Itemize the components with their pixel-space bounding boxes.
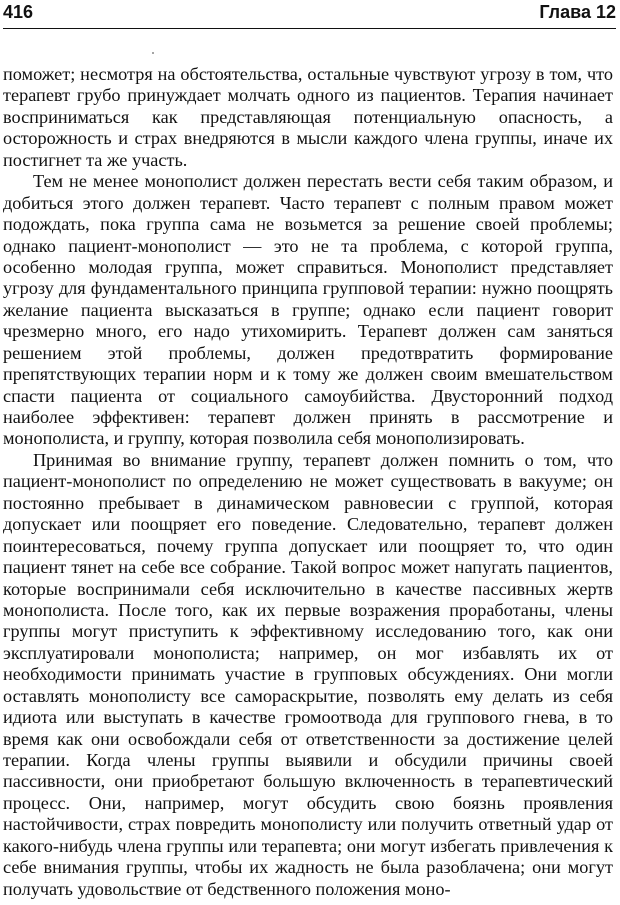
- running-header: [3, 0, 616, 29]
- paragraph-considering-group: Принимая во внимание группу, терапевт должен помнить о том, что пациент-монополист по определению не может существовать в вакууме; он постоянно пребывает в динамическом равновесии с группой, которая допускает или поощряет его поведение. Следовательно, терапевт должен поинтересоваться, почему группа допускает или поощряет то, что один пациент тянет на себе все собрание. Такой вопрос может напугать пациентов, которые воспринимали себя исключительно в качестве пассивных жертв монополиста. После того, как их первые возражения проработаны, члены группы могут приступить к эффективному исследованию того, как они эксплуатировали монополиста; например, он мог избавлять их от необходимости принимать участие в групповых обсуждениях. Они могли оставлять монополисту все самораскрытие, позволять ему делать из себя идиота или выступать в качестве громоотвода для группового гнева, в то время как они освобождали себя от ответственности за достижение целей терапии. Когда члены группы выявили и обсудили причины своей пассивности, они приобретают большую включенность в терапевтический процесс. Они, например, могут обсудить свою боязнь проявления настойчивости, страх повредить монополисту или получить ответный удар от какого-нибудь члена группы или терапевта; они могут избегать привлечения к себе внимания группы, чтобы их жадность не была разоблачена; они могут получать удовольствие от бедственного положения моно-: [3, 449, 613, 899]
- scan-speck: [152, 52, 154, 54]
- page-number: 416: [3, 2, 34, 22]
- paragraph-continuation: поможет; несмотря на обстоятельства, остальные чувствуют угрозу в том, что терапевт грубо принуждает молчать одного из пациентов. Терапия начинает восприниматься как представляющая потенциальную опасность, а осторожность и страх внедряются в мысли каждого члена группы, иначе их постигнет та же участь.: [3, 64, 613, 170]
- paragraph-monopolist-must-stop: Тем не менее монополист должен перестать вести себя таким образом, и добиться этого должен терапевт. Часто терапевт с полным правом может подождать, пока группа сама не возьмется за решение своей проблемы; однако пациент-монополист — это не та проблема, с которой группа, особенно молодая группа, может справиться. Монополист представляет угрозу для фундаментального принципа групповой терапии: нужно поощрять желание пациента высказаться в группе; однако если пациент говорит чрезмерно много, его надо утихомирить. Терапевт должен сам заняться решением этой проблемы, должен предотвратить формирование препятствующих терапии норм и к тому же должен своим вмешательством спасти пациента от социального самоубийства. Двусторонний подход наиболее эффективен: терапевт должен принять в рассмотрение и монополиста, и группу, которая позволила себя монополизировать.: [3, 171, 613, 449]
- body-text: [3, 64, 613, 900]
- chapter-title: Глава 12: [539, 2, 616, 22]
